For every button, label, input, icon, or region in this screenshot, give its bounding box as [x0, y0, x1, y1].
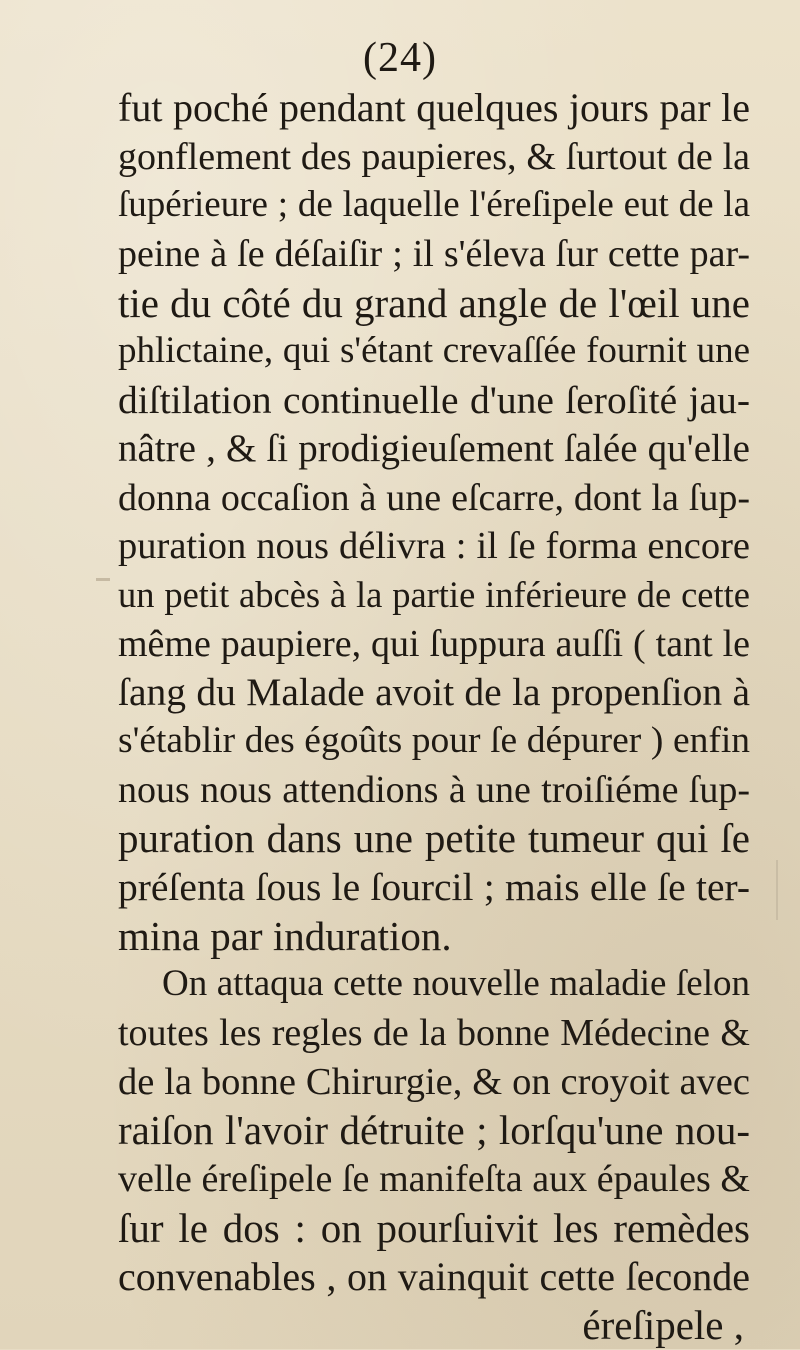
body-text — [118, 84, 750, 1350]
text-line: raiſon l'avoir détruite ; lorſqu'une nou- — [118, 1107, 750, 1154]
text-line: phlictaine, qui s'étant crevaſſée fournit une — [118, 330, 750, 372]
text-line: peine à ſe déſaiſir ; il s'éleva ſur cette par- — [118, 233, 750, 276]
text-line: velle éreſipele ſe manifeſta aux épaules & — [118, 1158, 750, 1201]
text-line: toutes les regles de la bonne Médecine & — [118, 1012, 750, 1055]
text-line: s'établir des égoûts pour ſe dépurer ) enfin — [118, 719, 750, 761]
text-line: même paupiere, qui ſuppura auſſi ( tant le — [118, 622, 750, 665]
text-line: nâtre , & ſi prodigieuſement ſalée qu'elle — [118, 426, 750, 470]
text-line: fut poché pendant quelques jours par le — [118, 85, 750, 130]
text-line: préſenta ſous le ſourcil ; mais elle ſe ter- — [118, 865, 750, 909]
text-line: nous nous attendions à une troiſiéme ſup- — [118, 768, 750, 811]
text-line: puration nous délivra : il ſe forma encore — [118, 525, 750, 568]
text-line: ſur le dos : on pourſuivit les remèdes — [118, 1204, 750, 1251]
text-line: ſupérieure ; de laquelle l'éreſipele eut de la — [118, 184, 750, 226]
page-number: (24) — [363, 35, 437, 81]
text-line: de la bonne Chirurgie, & on croyoit avec — [118, 1060, 750, 1103]
text-line: puration dans une petite tumeur qui ſe — [118, 815, 750, 862]
text-line: gonflement des paupieres, & ſurtout de la — [118, 135, 750, 178]
text-line: ſang du Malade avoit de la propenſion à — [118, 670, 750, 715]
edge-mark — [776, 860, 778, 920]
text-line: diſtilation continuelle d'une ſeroſité jau- — [118, 378, 750, 423]
catchword: éreſipele , — [582, 1302, 744, 1349]
text-line: convenables , on vainquit cette ſeconde — [118, 1253, 750, 1299]
text-line: donna occaſion à une eſcarre, dont la ſup- — [118, 476, 750, 519]
margin-mark — [96, 578, 110, 581]
text-line: un petit abcès à la partie inférieure de cette — [118, 573, 750, 615]
text-line: tie du côté du grand angle de l'œil une — [118, 279, 750, 326]
text-line: On attaqua cette nouvelle maladie ſelon — [162, 963, 750, 1005]
text-line: mina par induration. — [118, 912, 452, 959]
